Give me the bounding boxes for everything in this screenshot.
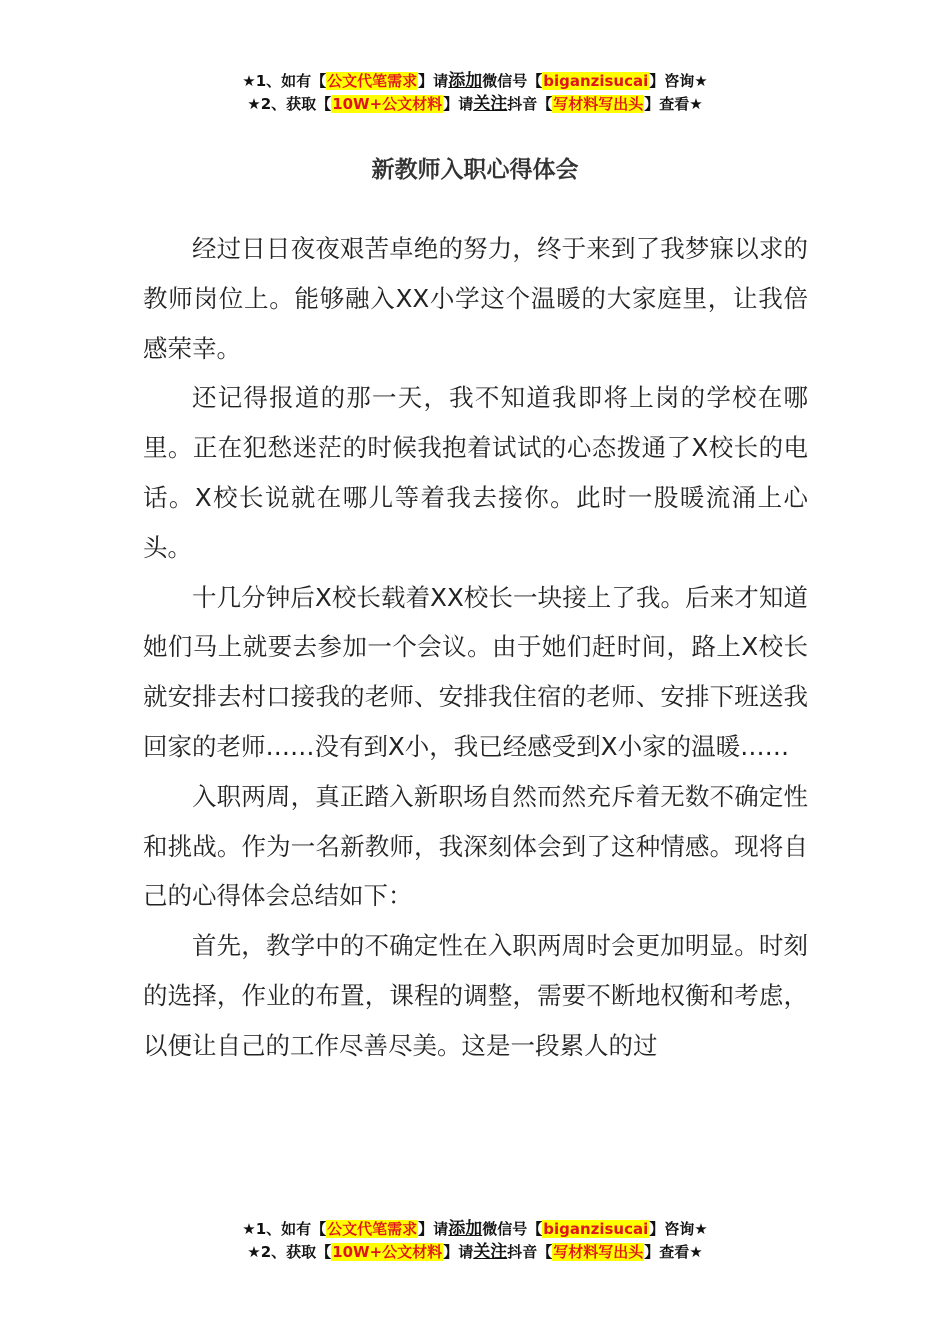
banner-line-2 [0, 93, 950, 116]
banner-text: 】请 [443, 1243, 474, 1261]
banner-text: 】请 [443, 95, 474, 113]
paragraph: 还记得报道的那一天，我不知道我即将上岗的学校在哪里。正在犯愁迷茫的时候我抱着试试的心态拨通了X校长的电话。X校长说就在哪儿等着我去接你。此时一股暖流涌上心头。 [143, 383, 808, 562]
banner-text: ★1、如有【 [242, 1220, 327, 1238]
highlight-douyin-id: 写材料写出头 [553, 1243, 644, 1261]
paragraph: 入职两周，真正踏入新职场自然而然充斥着无数不确定性和挑战。作为一名新教师，我深刻体会到了这种情感。现将自己的心得体会总结如下： [143, 781, 808, 911]
banner-line-2 [0, 1241, 950, 1264]
banner-text: ★2、获取【 [247, 1243, 332, 1261]
document-body [143, 224, 808, 1071]
paragraph: 经过日日夜夜艰苦卓绝的努力，终于来到了我梦寐以求的教师岗位上。能够融入XX小学这个温暖的大家庭里，让我倍感荣幸。 [143, 234, 808, 363]
banner-text: 微信号【 [482, 1220, 543, 1238]
banner-text: 抖音【 [507, 95, 553, 113]
banner-text: 】请 [418, 72, 449, 90]
banner-line-1 [0, 1218, 950, 1241]
highlight-service: 公文代笔需求 [327, 72, 418, 90]
highlight-materials: 10W+公文材料 [332, 1243, 443, 1261]
banner-text: 微信号【 [482, 72, 543, 90]
paragraph: 首先，教学中的不确定性在入职两周时会更加明显。时刻的选择，作业的布置，课程的调整，需要不断地权衡和考虑，以便让自己的工作尽善尽美。这是一段累人的过 [143, 931, 808, 1060]
highlight-wechat-id: biganzisucai [543, 72, 649, 90]
paragraph: 十几分钟后X校长载着XX校长一块接上了我。后来才知道她们马上就要去参加一个会议。由于她们赶时间，路上X校长就安排去村口接我的老师、安排我住宿的老师、安排下班送我回家的老师……没有到X小，我已经感受到X小家的温暖…… [143, 582, 808, 761]
banner-line-1 [0, 70, 950, 93]
banner-text: 抖音【 [507, 1243, 553, 1261]
banner-text: 】请 [418, 1220, 449, 1238]
banner-text: 】咨询★ [649, 1220, 708, 1238]
highlight-service: 公文代笔需求 [327, 1220, 418, 1238]
underlined-text: 关注 [473, 94, 508, 114]
highlight-wechat-id: biganzisucai [543, 1220, 649, 1238]
footer-banner [0, 1218, 950, 1264]
document-title: 新教师入职心得体会 [371, 157, 579, 183]
highlight-materials: 10W+公文材料 [332, 95, 443, 113]
banner-text: 】咨询★ [649, 72, 708, 90]
highlight-douyin-id: 写材料写出头 [553, 95, 644, 113]
banner-text: 】查看★ [644, 1243, 703, 1261]
banner-text: 】查看★ [644, 95, 703, 113]
underlined-text: 添加 [448, 1219, 483, 1239]
header-banner [0, 70, 950, 116]
banner-text: ★2、获取【 [247, 95, 332, 113]
underlined-text: 添加 [448, 71, 483, 91]
underlined-text: 关注 [473, 1242, 508, 1262]
banner-text: ★1、如有【 [242, 72, 327, 90]
